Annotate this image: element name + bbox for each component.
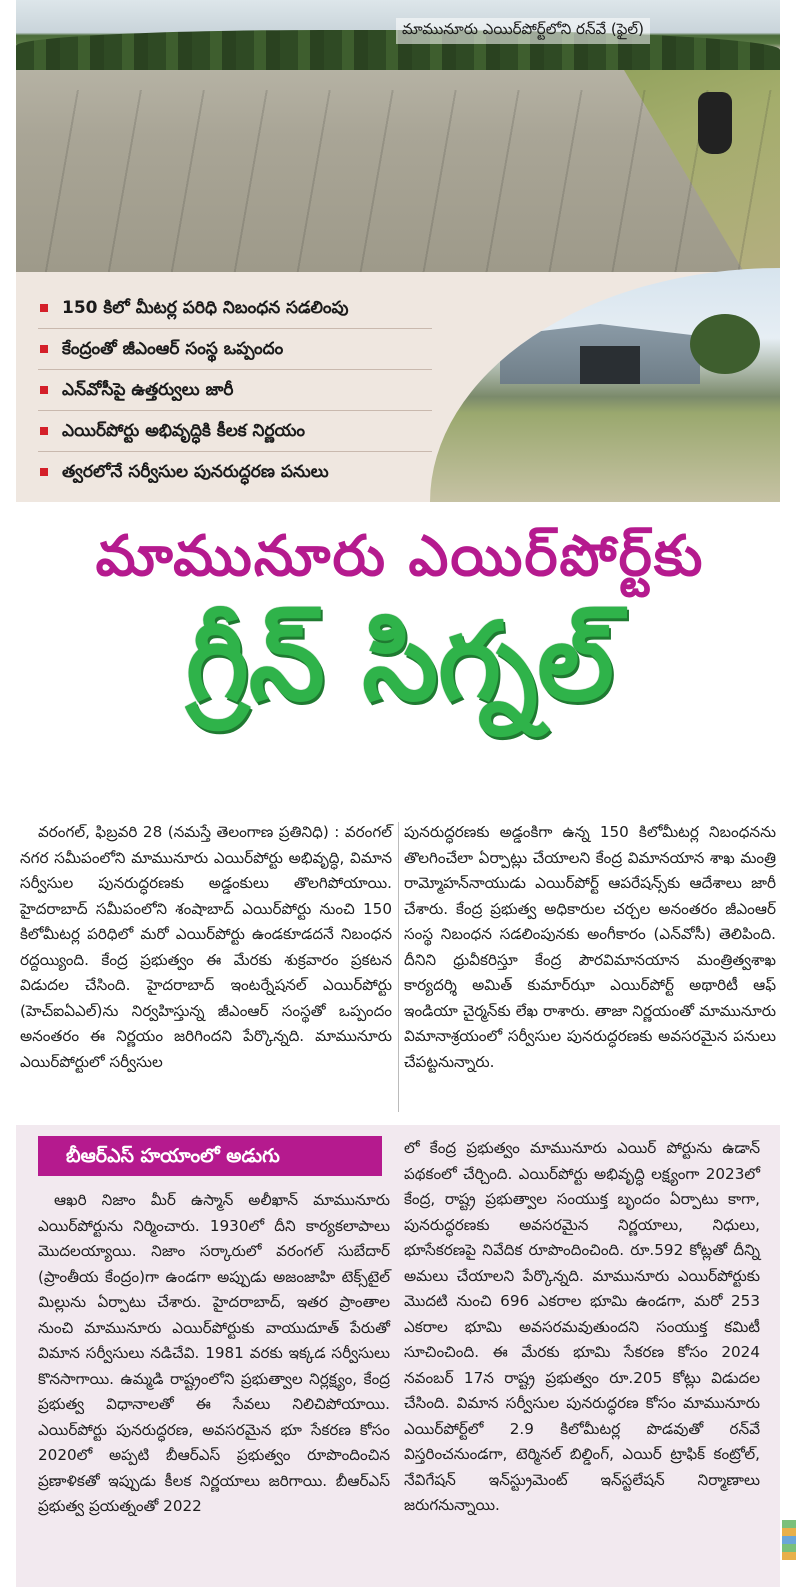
bullet-square-icon [40,345,48,353]
sidebar-column-left [38,1188,390,1520]
column-divider [398,822,399,1112]
tree [690,314,760,374]
article-paragraph: పునరుద్ధరణకు అడ్డంకిగా ఉన్న 150 కిలోమీటర్ల నిబంధనను తొలగించేలా ఏర్పాట్లు చేయాలని కేంద్ర విమానయాన శాఖ మంత్రి రామ్మోహన్‌నాయుడు ఎయిర్‌పోర్ట్ ఆపరేషన్స్‌కు ఆదేశాలు జారీ చేశారు. కేంద్ర ప్రభుత్వ అధికారుల చర్చల అనంతరం జీఎంఆర్ సంస్థ నిబంధన సడలింపునకు అంగీకారం (ఎన్‌వోసీ) తెలిపింది. దీనిని ధ్రువీకరిస్తూ కేంద్ర పౌరవిమానయాన మంత్రిత్వశాఖ కార్యదర్శి అమిత్ కుమార్‌ఝా ఎయిర్‌పోర్ట్ అథారిటీ ఆఫ్ ఇండియా చైర్మన్‌కు లేఖ రాశారు. తాజా నిర్ణయంతో మామునూరు విమానాశ్రయంలో సర్వీసుల పునరుద్ధరణకు అవసరమైన పనులు చేపట్టనున్నారు. [404,823,776,1071]
motorcycle [698,92,732,154]
highlight-item: త్వరలోనే సర్వీసుల పునరుద్ధరణ పనులు [38,452,432,492]
headline-line1: మామునూరు ఎయిర్‌పోర్ట్‌కు [95,524,705,589]
decorative-strip [782,1520,796,1560]
highlight-item: ఎన్‌వోసీపై ఉత్తర్వులు జారీ [38,370,432,411]
headline-line2: గ్రీన్ సిగ్నల్ [185,600,615,725]
highlight-item: 150 కిలో మీటర్ల పరిధి నిబంధన సడలింపు [38,288,432,329]
sidebar-paragraph: లో కేంద్ర ప్రభుత్వం మామునూరు ఎయిర్ పోర్టును ఉడాన్ పథకంలో చేర్చింది. ఎయిర్‌పోర్టు అభివృద్ధి లక్ష్యంగా 2023లో కేంద్ర, రాష్ట్ర ప్రభుత్వాల సంయుక్త బృందం ఏర్పాటు కాగా, పునరుద్ధరణకు అవసరమైన నిర్ణయాలు, నిధులు, భూసేకరణపై నివేదిక రూపొందించింది. రూ.592 కోట్లతో దీన్ని అమలు చేయాలని పేర్కొన్నది. మామునూరు ఎయిర్‌పోర్టుకు మొదటి నుంచి 696 ఎకరాల భూమి ఉండగా, మరో 253 ఎకరాల భూమి అవసరమవుతుందని సంయుక్త కమిటీ సూచించింది. ఈ మేరకు భూమి సేకరణ కోసం 2024 నవంబర్ 17న రాష్ట్ర ప్రభుత్వం రూ.205 కోట్లు విడుదల చేసింది. విమాన సర్వీసుల పునరుద్ధరణ కోసం మామునూరు ఎయిర్‌పోర్ట్‌లో 2.9 కిలోమీటర్ల పొడవుతో రన్‌వే విస్తరించనుండగా, టెర్మినల్ బిల్డింగ్, ఎయిర్ ట్రాఫిక్ కంట్రోల్, నేవిగేషన్ ఇన్‌స్ట్రుమెంట్ ఇన్‌స్టలేషన్ నిర్మాణాలు జరుగనున్నాయి. [404,1139,760,1514]
article-column-left [20,820,392,1075]
highlights-list [38,288,432,492]
runway-surface [16,90,780,272]
bullet-square-icon [40,304,48,312]
sidebar-column-right [404,1136,760,1519]
highlight-item: ఎయిర్‌పోర్టు అభివృద్ధికి కీలక నిర్ణయం [38,411,432,452]
bullet-square-icon [40,386,48,394]
highlight-item: కేంద్రంతో జీఎంఆర్ సంస్థ ఒప్పందం [38,329,432,370]
bullet-square-icon [40,468,48,476]
sidebar-paragraph: ఆఖరి నిజాం మీర్ ఉస్మాన్ అలీఖాన్ మామునూరు ఎయిర్‌పోర్టును నిర్మించారు. 1930లో దీని కార్యకలాపాలు మొదలయ్యాయి. నిజాం సర్కారులో వరంగల్ సుబేదార్ (ప్రాంతీయ కేంద్రం)గా ఉండగా అప్పుడు అజంజాహి టెక్స్‌టైల్ మిల్లును ఏర్పాటు చేశారు. హైదరాబాద్, ఇతర ప్రాంతాల నుంచి మామునూరు ఎయిర్‌పోర్టుకు వాయుదూత్ పేరుతో విమాన సర్వీసులు నడిచేవి. 1981 వరకు ఇక్కడ సర్వీసులు కొనసాగాయి. ఉమ్మడి రాష్ట్రంలోని ప్రభుత్వాల నిర్లక్ష్యం, కేంద్ర ప్రభుత్వ విధానాలతో ఈ సేవలు నిలిచిపోయాయి. ఎయిర్‌పోర్టు పునరుద్ధరణ, అవసరమైన భూ సేకరణ కోసం 2020లో అప్పటి బీఆర్‌ఎస్ ప్రభుత్వం రూపొందించిన ప్రణాళికతో ఇప్పుడు కీలక నిర్ణయాలు జరిగాయి. బీఆర్‌ఎస్ ప్రభుత్వ ప్రయత్నంతో 2022 [38,1191,390,1515]
article-paragraph: వరంగల్, ఫిబ్రవరి 28 (నమస్తే తెలంగాణ ప్రతినిధి) : వరంగల్ నగర సమీపంలోని మామునూరు ఎయిర్‌పోర్టు అభివృద్ధి, విమాన సర్వీసుల పునరుద్ధరణకు అడ్డంకులు తొలగిపోయాయి. హైదరాబాద్ సమీపంలోని శంషాబాద్ ఎయిర్‌పోర్టు నుంచి 150 కిలోమీటర్ల పరిధిలో మరో ఎయిర్‌పోర్టు ఉండకూడదనే నిబంధన రద్దయ్యింది. కేంద్ర ప్రభుత్వం ఈ మేరకు శుక్రవారం ప్రకటన విడుదల చేసింది. హైదరాబాద్ ఇంటర్నేషనల్ ఎయిర్‌పోర్టు (హెచ్‌ఐఏఎల్)ను నిర్వహిస్తున్న జీఎంఆర్ సంస్థతో ఒప్పందం అనంతరం ఈ నిర్ణయం జరిగిందని పేర్కొన్నది. మామునూరు ఎయిర్‌పోర్టులో సర్వీసుల [20,823,392,1071]
photo-caption: మామునూరు ఎయిర్‌పోర్ట్‌లోని రన్‌వే (ఫైల్) [396,18,650,44]
hangar-door [580,346,640,384]
article-column-right [404,820,776,1075]
bullet-square-icon [40,427,48,435]
sidebar-title: బీఆర్‌ఎస్ హయాంలో అడుగు [38,1136,382,1176]
